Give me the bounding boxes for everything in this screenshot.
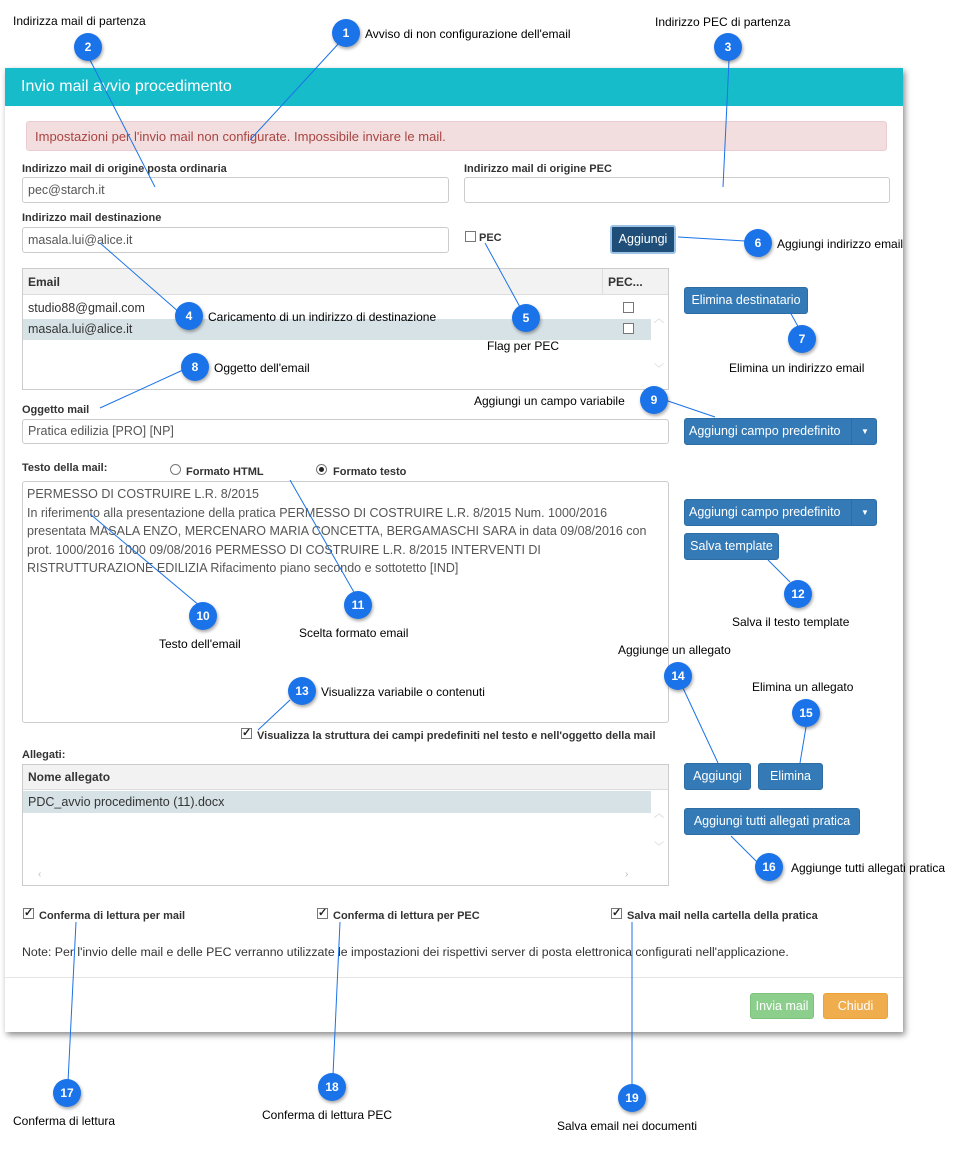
add-recipient-button[interactable]: Aggiungi: [610, 225, 676, 254]
close-button[interactable]: Chiudi: [823, 993, 888, 1019]
config-alert: Impostazioni per l'invio mail non configurate. Impossibile inviare le mail.: [26, 121, 887, 151]
show-structure-label: Visualizza la struttura dei campi predefiniti nel testo e nell'oggetto della mail: [257, 730, 656, 742]
recipient-email: studio88@gmail.com: [28, 301, 145, 315]
scroll-up-icon[interactable]: ︿: [654, 809, 664, 820]
annotation-bubble: 6: [744, 229, 772, 257]
leader-line: [683, 688, 718, 763]
annotation-bubble: 5: [512, 304, 540, 332]
note-text: Note: Per l'invio delle mail e delle PEC verranno utilizzate le impostazioni dei rispettivi server di posta elettronica configurati nell'applicazione.: [22, 945, 789, 959]
col-email[interactable]: Email: [28, 275, 61, 289]
annotation-label: Indirizza mail di partenza: [13, 14, 146, 28]
save-in-folder-label: Salva mail nella cartella della pratica: [627, 910, 818, 922]
leader-line: [250, 42, 340, 140]
leader-line: [800, 727, 806, 763]
origin-ordinary-label: Indirizzo mail di origine posta ordinaria: [22, 163, 227, 175]
annotation-label: Aggiunge un allegato: [618, 643, 731, 657]
body-label: Testo della mail:: [22, 462, 108, 474]
annotation-bubble: 10: [189, 602, 217, 630]
body-line: PERMESSO DI COSTRUIRE L.R. 8/2015: [27, 487, 260, 501]
origin-pec-label: Indirizzo mail di origine PEC: [464, 163, 612, 175]
dialog-title: Invio mail avvio procedimento: [21, 78, 232, 95]
save-template-button[interactable]: Salva template: [684, 533, 779, 560]
leader-line: [90, 514, 200, 606]
read-receipt-mail-label: Conferma di lettura per mail: [39, 910, 186, 922]
annotation-label: Salva email nei documenti: [557, 1119, 698, 1133]
scroll-up-icon[interactable]: ︿: [654, 314, 664, 325]
scroll-left-icon[interactable]: ‹: [38, 869, 42, 880]
annotation-bubble: 19: [618, 1084, 646, 1112]
annotation-label: Salva il testo template: [732, 615, 850, 629]
annotation-bubble: 8: [181, 353, 209, 381]
annotation-bubble: 13: [288, 677, 316, 705]
leader-line: [100, 370, 183, 408]
leader-line: [333, 922, 340, 1075]
leader-line: [678, 237, 745, 241]
annotation-label: Elimina un allegato: [752, 680, 854, 694]
annotation-bubble: 12: [784, 580, 812, 608]
scroll-down-icon[interactable]: ﹀: [654, 364, 664, 375]
attachments-label: Allegati:: [22, 749, 66, 761]
annotation-label: Scelta formato email: [299, 626, 409, 640]
annotation-bubble: 7: [788, 325, 816, 353]
annotation-bubble: 2: [74, 33, 102, 61]
annotation-bubble: 15: [792, 699, 820, 727]
send-mail-button[interactable]: Invia mail: [750, 993, 814, 1019]
annotation-label: Oggetto dell'email: [214, 361, 310, 375]
annotation-label: Aggiungi un campo variabile: [474, 394, 625, 408]
leader-line: [90, 60, 155, 187]
annotation-bubble: 1: [332, 19, 360, 47]
leader-line: [100, 243, 180, 313]
col-pec[interactable]: PEC...: [608, 275, 643, 289]
destination-pec-label: PEC: [479, 232, 502, 244]
leader-line: [290, 480, 355, 594]
annotation-label: Avviso di non configurazione dell'email: [365, 27, 571, 41]
body-line: In riferimento alla presentazione della pratica PERMESSO DI COSTRUIRE L.R. 8/2015 Num. 1000/2016: [27, 505, 608, 520]
annotation-bubble: 14: [664, 662, 692, 690]
delete-attachment-button[interactable]: Elimina: [758, 763, 823, 790]
annotation-label: Aggiungi indirizzo email: [777, 237, 904, 251]
subject-input[interactable]: Pratica edilizia [PRO] [NP]: [22, 419, 669, 444]
leader-line: [485, 243, 520, 307]
annotation-bubble: 4: [175, 302, 203, 330]
destination-label: Indirizzo mail destinazione: [22, 212, 162, 224]
origin-ordinary-input[interactable]: pec@starch.it: [22, 177, 449, 203]
annotation-label: Caricamento di un indirizzo di destinazione: [208, 310, 437, 324]
read-receipt-pec-label: Conferma di lettura per PEC: [333, 910, 480, 922]
annotation-bubble: 18: [318, 1073, 346, 1101]
delete-recipient-button[interactable]: Elimina destinatario: [684, 287, 808, 314]
format-text-label: Formato testo: [333, 466, 407, 478]
leader-line: [258, 700, 290, 730]
annotation-label: Conferma di lettura PEC: [262, 1108, 393, 1122]
scroll-down-icon[interactable]: ﹀: [654, 842, 664, 853]
destination-input[interactable]: masala.lui@alice.it: [22, 227, 449, 253]
leader-line: [68, 922, 76, 1082]
annotation-bubble: 3: [714, 33, 742, 61]
body-line: presentata MASALA ENZO, MERCENARO MARIA CONCETTA, BERGAMASCHI SARA in data 09/08/2016 con: [27, 524, 647, 538]
leader-line: [723, 60, 729, 187]
recipient-email: masala.lui@alice.it: [28, 322, 133, 336]
annotation-label: Elimina un indirizzo email: [729, 361, 865, 375]
subject-label: Oggetto mail: [22, 404, 90, 416]
annotation-bubble: 11: [344, 591, 372, 619]
annotation-bubble: 16: [755, 853, 783, 881]
leader-line: [768, 560, 790, 582]
annotation-label: Testo dell'email: [159, 637, 241, 651]
format-html-label: Formato HTML: [186, 466, 264, 478]
annotation-label: Visualizza variabile o contenuti: [321, 685, 485, 699]
annotation-label: Conferma di lettura: [13, 1114, 116, 1128]
attachment-name: PDC_avvio procedimento (11).docx: [28, 795, 225, 809]
col-attachment-name[interactable]: Nome allegato: [28, 770, 111, 784]
annotation-label: Aggiunge tutti allegati pratica: [791, 861, 946, 875]
leader-line: [731, 836, 757, 862]
body-line: RISTRUTTURAZIONE EDILIZIA Rifacimento piano secondo e sottotetto [IND]: [27, 561, 459, 575]
add-all-attachments-button[interactable]: Aggiungi tutti allegati pratica: [684, 808, 860, 835]
annotation-bubble: 17: [53, 1079, 81, 1107]
annotation-bubble: 9: [640, 386, 668, 414]
chevron-down-icon: ▼: [851, 419, 878, 444]
leader-line: [665, 400, 715, 417]
chevron-down-icon: ▼: [851, 500, 878, 525]
scroll-right-icon[interactable]: ›: [625, 869, 629, 880]
annotation-label: Indirizzo PEC di partenza: [655, 15, 791, 29]
body-line: prot. 1000/2016 1000 09/08/2016 PERMESSO DI COSTRUIRE L.R. 8/2015 INTERVENTI DI: [27, 542, 541, 557]
subject-add-field-label: Aggiungi campo predefinito: [689, 424, 841, 438]
annotation-label: Flag per PEC: [487, 339, 560, 353]
body-add-field-label: Aggiungi campo predefinito: [689, 505, 841, 519]
add-attachment-button[interactable]: Aggiungi: [684, 763, 751, 790]
